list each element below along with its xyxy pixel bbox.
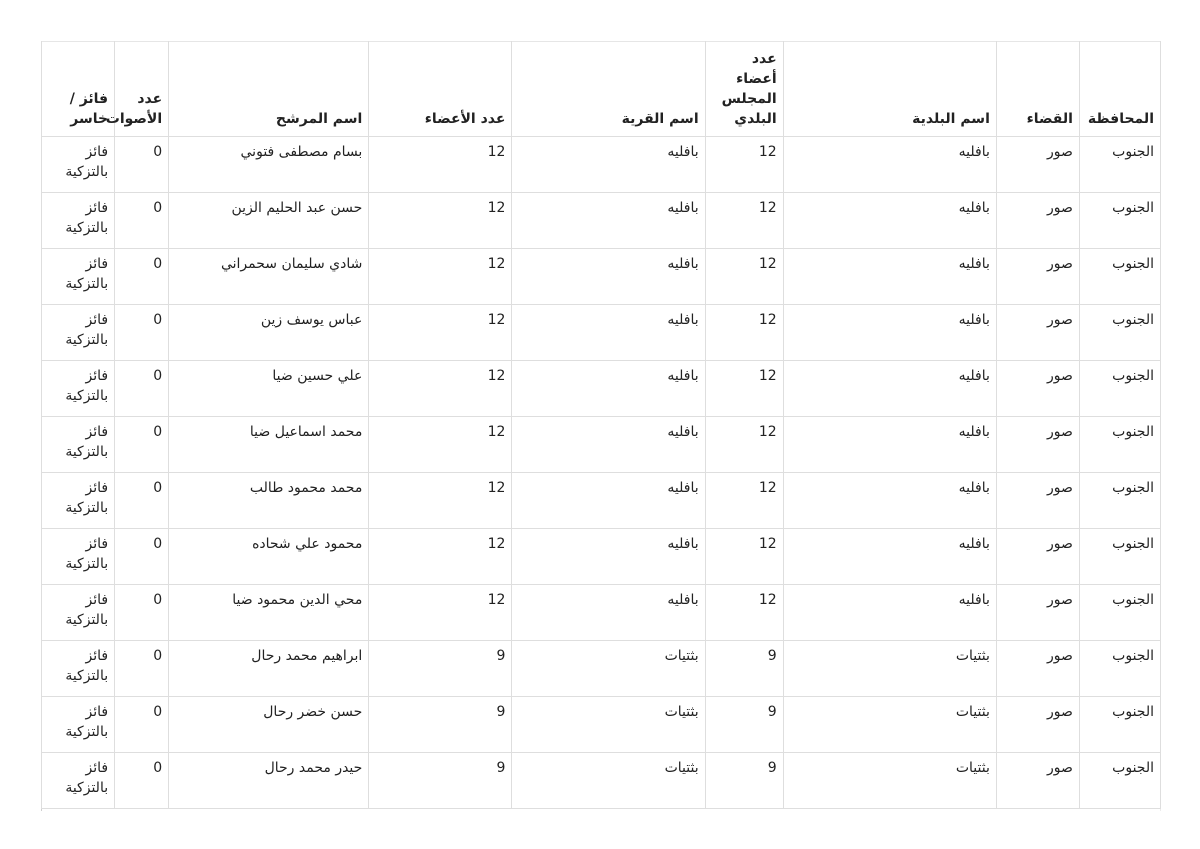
cell-members-count: 9 [369,753,512,809]
cell-municipality: بافليه [783,361,996,417]
cell-votes: 0 [115,193,169,249]
table-row [42,193,1161,249]
cell-council-members: 12 [705,305,783,361]
cell-village: بافليه [512,305,705,361]
header-district: القضاء [996,41,1079,137]
cell-district: صور [996,753,1079,809]
cell-members-count: 12 [369,529,512,585]
results-table [41,41,1161,809]
cell-council-members: 12 [705,137,783,193]
cell-council-members: 12 [705,585,783,641]
cell-candidate: محمد محمود طالب [169,473,369,529]
cell-result: فائز بالتزكية [42,193,115,249]
cell-votes: 0 [115,529,169,585]
cell-members-count: 12 [369,249,512,305]
cell-result: فائز بالتزكية [42,753,115,809]
cell-result: فائز بالتزكية [42,417,115,473]
cell-district: صور [996,473,1079,529]
cell-members-count: 12 [369,137,512,193]
table-body [42,137,1161,809]
cell-governorate: الجنوب [1079,249,1160,305]
cell-village: بافليه [512,529,705,585]
cell-result: فائز بالتزكية [42,361,115,417]
cell-votes: 0 [115,585,169,641]
cell-district: صور [996,137,1079,193]
cell-governorate: الجنوب [1079,529,1160,585]
cell-members-count: 12 [369,193,512,249]
cell-municipality: بافليه [783,417,996,473]
cell-members-count: 12 [369,361,512,417]
cell-municipality: بافليه [783,473,996,529]
table-row [42,585,1161,641]
cell-members-count: 12 [369,585,512,641]
cell-municipality: بافليه [783,529,996,585]
cell-village: بافليه [512,137,705,193]
table-row [42,305,1161,361]
table-row [42,473,1161,529]
cell-governorate: الجنوب [1079,417,1160,473]
cell-district: صور [996,585,1079,641]
cell-district: صور [996,697,1079,753]
cell-district: صور [996,529,1079,585]
cell-members-count: 9 [369,641,512,697]
cell-governorate: الجنوب [1079,305,1160,361]
cell-votes: 0 [115,641,169,697]
cell-council-members: 12 [705,361,783,417]
cell-village: بثتيات [512,641,705,697]
header-council-members: عدد أعضاء المجلس البلدي [705,41,783,137]
header-row [42,41,1161,137]
table-row [42,641,1161,697]
table-row [42,361,1161,417]
cell-village: بثتيات [512,753,705,809]
cell-council-members: 9 [705,641,783,697]
cell-members-count: 9 [369,697,512,753]
cell-council-members: 12 [705,417,783,473]
cell-members-count: 12 [369,417,512,473]
table-row [42,697,1161,753]
cell-village: بافليه [512,249,705,305]
cell-candidate: شادي سليمان سحمراني [169,249,369,305]
cell-candidate: عباس يوسف زين [169,305,369,361]
cell-district: صور [996,417,1079,473]
cell-village: بافليه [512,417,705,473]
cell-governorate: الجنوب [1079,753,1160,809]
cell-candidate: حسن خضر رحال [169,697,369,753]
cell-votes: 0 [115,249,169,305]
cell-votes: 0 [115,417,169,473]
cell-result: فائز بالتزكية [42,529,115,585]
cell-votes: 0 [115,753,169,809]
cell-candidate: بسام مصطفى فتوني [169,137,369,193]
cell-village: بافليه [512,473,705,529]
header-municipality: اسم البلدية [783,41,996,137]
cell-votes: 0 [115,697,169,753]
cell-candidate: محمود علي شحاده [169,529,369,585]
cell-municipality: بثتيات [783,697,996,753]
table-header [42,41,1161,137]
cell-candidate: محمد اسماعيل ضيا [169,417,369,473]
cell-district: صور [996,641,1079,697]
cell-governorate: الجنوب [1079,697,1160,753]
table-row [42,137,1161,193]
cell-municipality: بافليه [783,249,996,305]
header-votes: عدد الأصوات [115,41,169,137]
cell-village: بافليه [512,193,705,249]
cell-district: صور [996,249,1079,305]
cell-village: بافليه [512,361,705,417]
header-village: اسم القرية [512,41,705,137]
cell-district: صور [996,305,1079,361]
header-result: فائز / خاسر [42,41,115,137]
table-row [42,753,1161,809]
cell-votes: 0 [115,473,169,529]
cell-district: صور [996,193,1079,249]
cell-result: فائز بالتزكية [42,249,115,305]
header-members-count: عدد الأعضاء [369,41,512,137]
cell-result: فائز بالتزكية [42,473,115,529]
cell-council-members: 12 [705,249,783,305]
cell-candidate: ابراهيم محمد رحال [169,641,369,697]
cell-municipality: بافليه [783,193,996,249]
cell-votes: 0 [115,137,169,193]
cell-candidate: محي الدين محمود ضيا [169,585,369,641]
cell-votes: 0 [115,361,169,417]
cell-municipality: بافليه [783,585,996,641]
cell-votes: 0 [115,305,169,361]
cell-governorate: الجنوب [1079,361,1160,417]
cell-municipality: بافليه [783,137,996,193]
cell-governorate: الجنوب [1079,193,1160,249]
cell-members-count: 12 [369,305,512,361]
table-row [42,529,1161,585]
cell-council-members: 12 [705,193,783,249]
cell-candidate: علي حسين ضيا [169,361,369,417]
cell-members-count: 12 [369,473,512,529]
table-row [42,249,1161,305]
cell-council-members: 12 [705,529,783,585]
cell-result: فائز بالتزكية [42,641,115,697]
cell-result: فائز بالتزكية [42,585,115,641]
cell-council-members: 9 [705,697,783,753]
cell-district: صور [996,361,1079,417]
cell-village: بثتيات [512,697,705,753]
cell-village: بافليه [512,585,705,641]
header-governorate: المحافظة [1079,41,1160,137]
cell-candidate: حسن عبد الحليم الزين [169,193,369,249]
cell-result: فائز بالتزكية [42,697,115,753]
cell-candidate: حيدر محمد رحال [169,753,369,809]
cell-council-members: 9 [705,753,783,809]
cell-municipality: بثتيات [783,753,996,809]
cell-council-members: 12 [705,473,783,529]
table-row [42,417,1161,473]
cell-governorate: الجنوب [1079,473,1160,529]
cell-governorate: الجنوب [1079,641,1160,697]
cell-municipality: بثتيات [783,641,996,697]
cell-result: فائز بالتزكية [42,137,115,193]
cell-result: فائز بالتزكية [42,305,115,361]
cell-municipality: بافليه [783,305,996,361]
header-candidate: اسم المرشح [169,41,369,137]
cell-governorate: الجنوب [1079,137,1160,193]
cell-governorate: الجنوب [1079,585,1160,641]
